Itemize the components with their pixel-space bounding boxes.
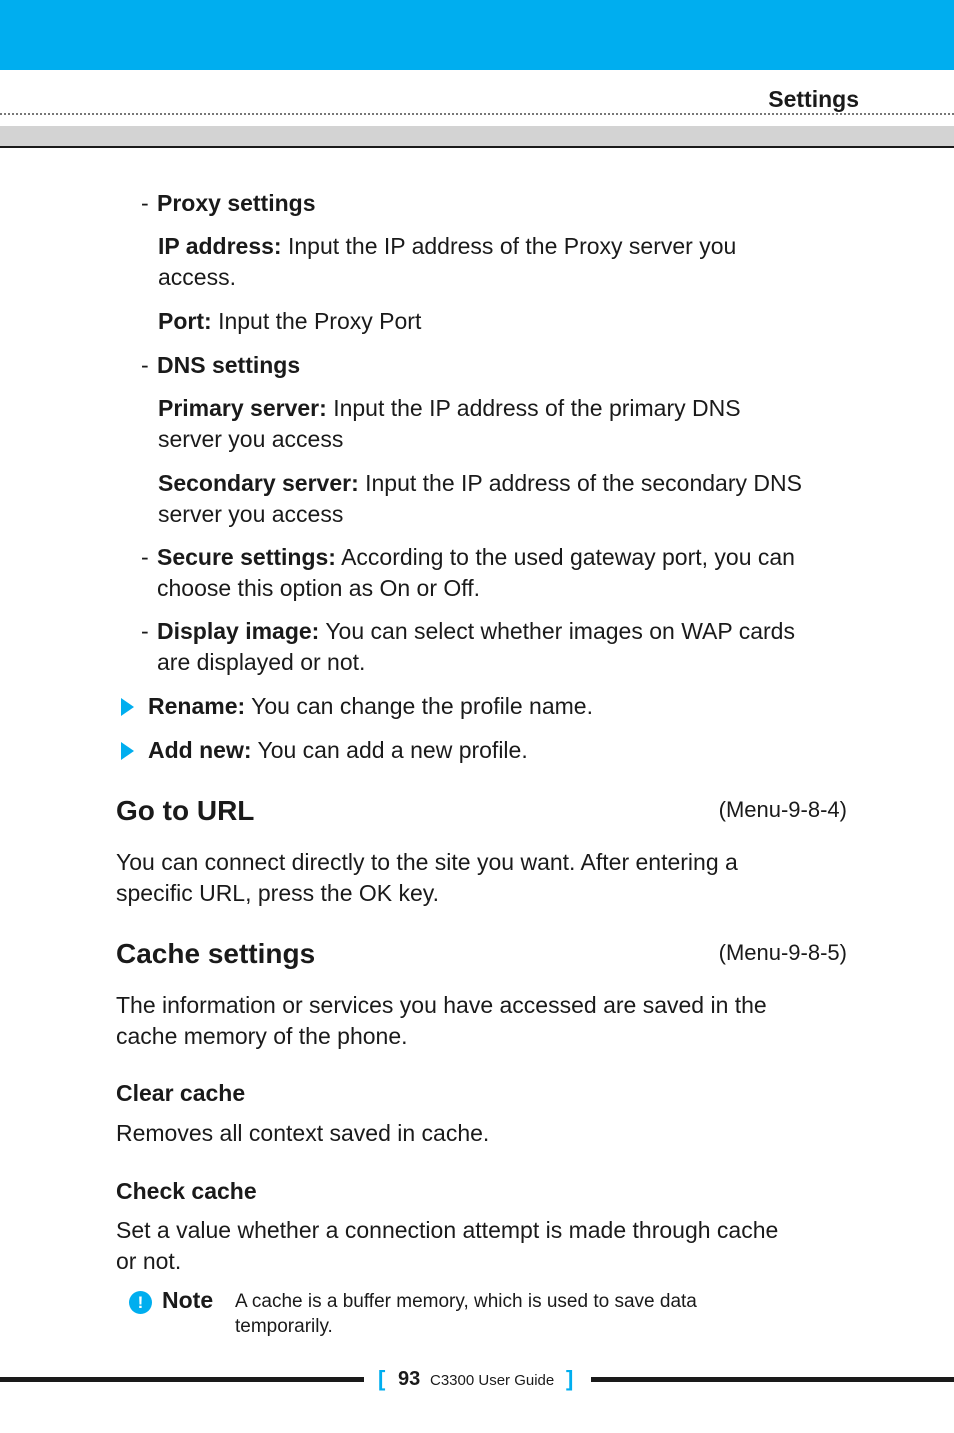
note-text: A cache is a buffer memory, which is used to save data temporarily. (235, 1291, 697, 1337)
display-image-label: Display image: (157, 618, 320, 644)
add-new-item: Add new: You can add a new profile. (148, 737, 528, 763)
cache-settings-menu-code: (Menu-9-8-5) (718, 940, 847, 965)
port-label: Port: (158, 308, 212, 334)
secure-settings-line-1: Secure settings: According to the used gateway port, you can (157, 544, 795, 570)
cache-settings-text-2: cache memory of the phone. (116, 1023, 408, 1049)
display-image-line-2: are displayed or not. (157, 649, 366, 675)
ip-address-line-1: IP address: Input the IP address of the Proxy server you (158, 233, 737, 259)
secondary-server-line-1: Secondary server: Input the IP address of the secondary DNS (158, 470, 802, 496)
footer-rule-left (0, 1377, 364, 1382)
header-gray-bar (0, 126, 954, 148)
secure-settings-label: Secure settings: (157, 544, 336, 570)
secure-settings-line-2: choose this option as On or Off. (157, 575, 481, 601)
bullet-dash: - (141, 544, 149, 570)
rename-label: Rename: (148, 693, 246, 719)
bullet-dash: - (141, 352, 149, 378)
bullet-dash: - (141, 618, 149, 644)
clear-cache-heading: Clear cache (116, 1080, 246, 1106)
dns-settings-heading: DNS settings (157, 352, 301, 378)
header-color-bar (0, 0, 954, 70)
cache-settings-text-1: The information or services you have accessed are saved in the (116, 992, 767, 1018)
bullet-dash: - (141, 190, 149, 216)
note-label: Note (162, 1287, 214, 1313)
section-title: Settings (768, 86, 859, 112)
footer-bracket-close: ] (566, 1366, 574, 1391)
guide-title: C3300 User Guide (430, 1372, 555, 1389)
secondary-server-line-2: server you access (158, 501, 344, 527)
go-to-url-menu-code: (Menu-9-8-4) (718, 797, 847, 822)
go-to-url-heading: Go to URL (116, 795, 255, 826)
triangle-bullet-icon (121, 698, 134, 716)
proxy-settings-heading: Proxy settings (157, 190, 316, 216)
triangle-bullet-icon (121, 742, 134, 760)
primary-server-label: Primary server: (158, 395, 327, 421)
page-number: 93 (398, 1368, 421, 1390)
secondary-server-label: Secondary server: (158, 470, 359, 496)
go-to-url-text-1: You can connect directly to the site you want. After entering a (116, 849, 738, 875)
cache-settings-heading: Cache settings (116, 938, 316, 969)
display-image-line-1: Display image: You can select whether images on WAP cards (157, 618, 795, 644)
check-cache-text-1: Set a value whether a connection attempt is made through cache (116, 1217, 779, 1243)
go-to-url-text-2: specific URL, press the OK key. (116, 880, 439, 906)
check-cache-heading: Check cache (116, 1178, 257, 1204)
footer-bracket-open: [ (378, 1366, 386, 1391)
clear-cache-text: Removes all context saved in cache. (116, 1120, 490, 1146)
add-new-label: Add new: (148, 737, 252, 763)
ip-address-label: IP address: (158, 233, 282, 259)
exclamation-icon: ! (129, 1291, 152, 1314)
dotted-divider (0, 113, 954, 115)
footer-rule-right (591, 1377, 954, 1382)
ip-address-line-2: access. (158, 264, 236, 290)
primary-server-line-1: Primary server: Input the IP address of the primary DNS (158, 395, 741, 421)
port-line: Port: Input the Proxy Port (158, 308, 422, 334)
rename-item: Rename: You can change the profile name. (148, 693, 593, 719)
primary-server-line-2: server you access (158, 426, 344, 452)
check-cache-text-2: or not. (116, 1248, 182, 1274)
